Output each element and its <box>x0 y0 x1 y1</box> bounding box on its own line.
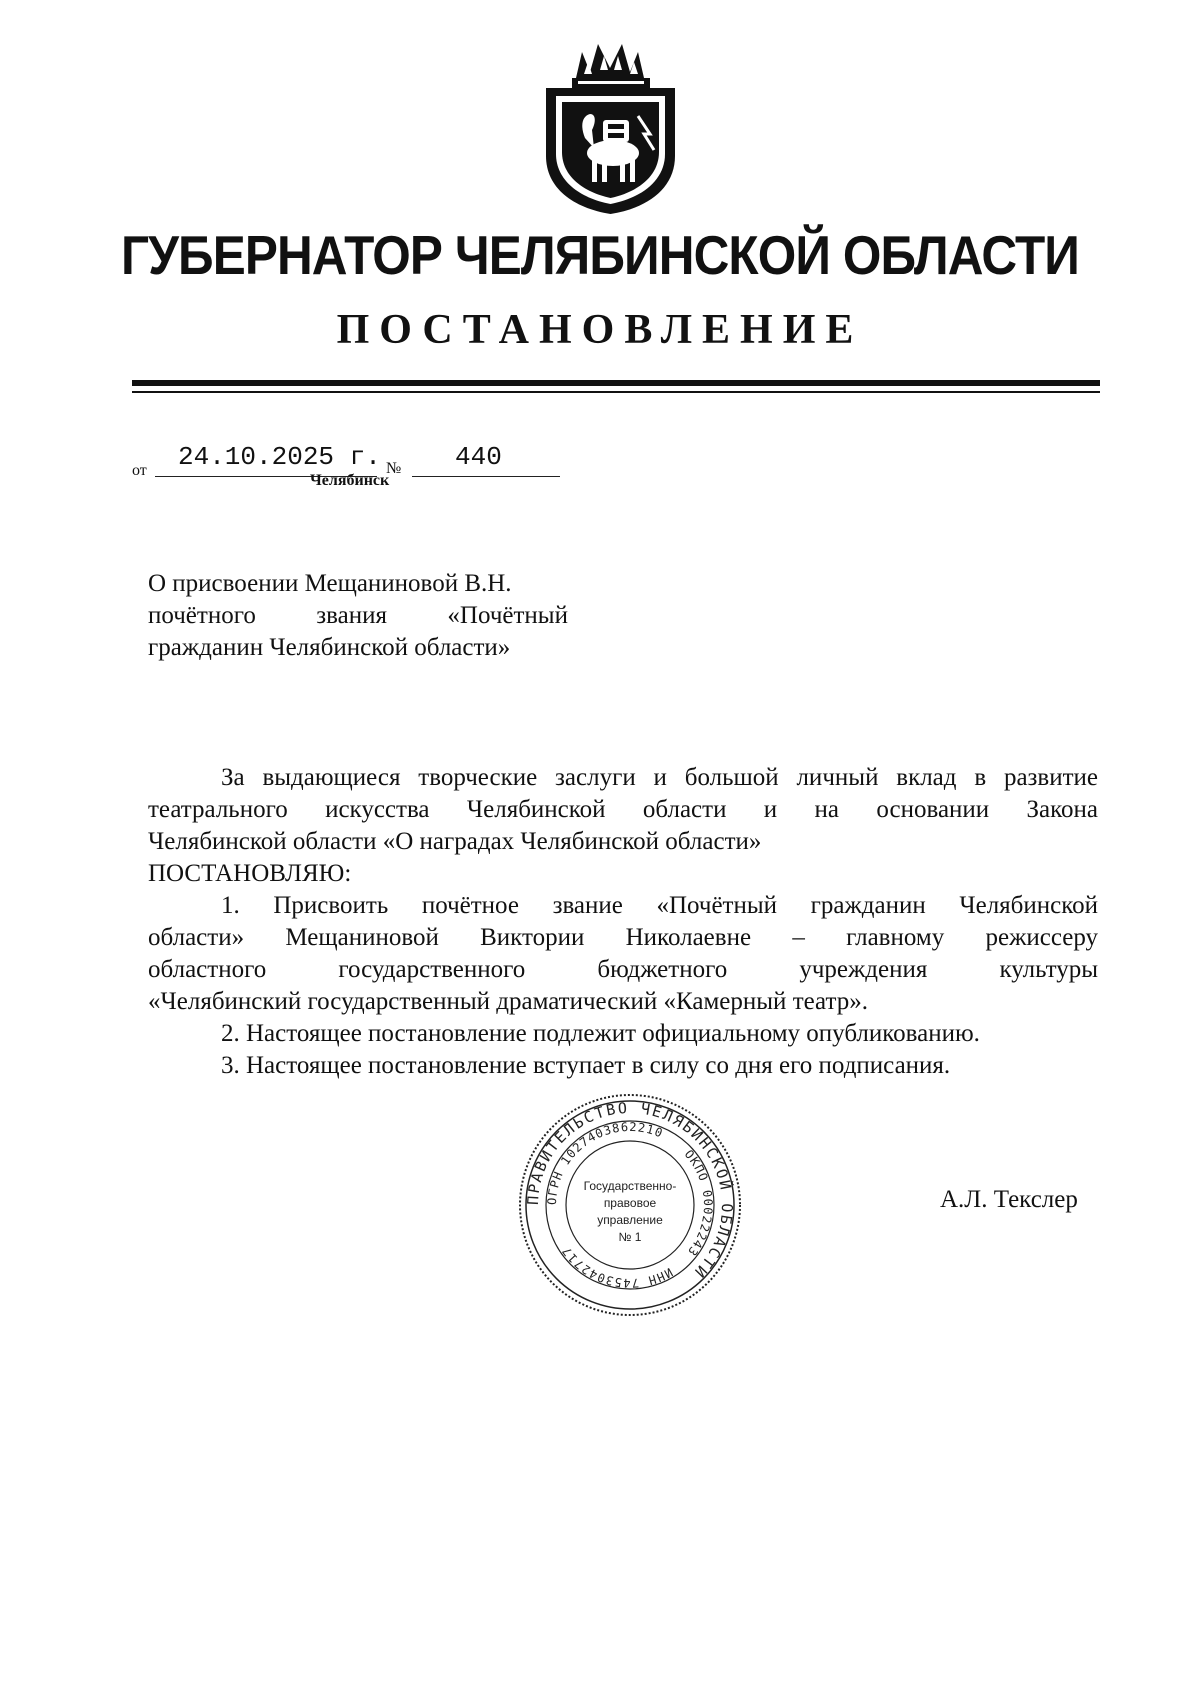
stamp-center-line: управление <box>597 1213 663 1227</box>
number-underline <box>412 476 560 477</box>
subject-line: почётного звания «Почётный <box>148 602 568 629</box>
document-subject <box>148 568 568 664</box>
paragraph-line: театрального искусства Челябинской области и на основании Закона <box>148 796 1098 823</box>
org-title: ГУБЕРНАТОР ЧЕЛЯБИНСКОЙ ОБЛАСТИ <box>120 224 1079 286</box>
preamble-paragraph <box>148 762 1098 1082</box>
item-1-line: «Челябинский государственный драматический «Камерный театр». <box>148 988 868 1015</box>
header-divider-thick <box>132 380 1100 386</box>
item-2: 2. Настоящее постановление подлежит официальному опубликованию. <box>221 1020 980 1047</box>
document-city: Челябинск <box>310 472 390 489</box>
stamp-center-line: № 1 <box>618 1230 642 1244</box>
official-stamp <box>515 1090 745 1320</box>
svg-text:ИНН 7453042717 <box>559 1244 675 1291</box>
item-3: 3. Настоящее постановление вступает в силу со дня его подписания. <box>221 1052 951 1079</box>
document-date: 24.10.2025 г. <box>178 442 381 472</box>
document-number: 440 <box>455 442 502 472</box>
header-divider-thin <box>132 391 1100 393</box>
stamp-ogrn: ОГРН 1027403862210 <box>544 1119 666 1206</box>
document-type: ПОСТАНОВЛЕНИЕ <box>336 307 864 353</box>
stamp-center-line: правовое <box>603 1196 657 1210</box>
paragraph-line: За выдающиеся творческие заслуги и большой личный вклад в развитие <box>221 764 1098 791</box>
date-prefix: от <box>132 462 147 479</box>
stamp-outer-text: ПРАВИТЕЛЬСТВО ЧЕЛЯБИНСКОЙ ОБЛАСТИ <box>523 1098 737 1283</box>
number-prefix: № <box>386 460 402 477</box>
resolve-word: ПОСТАНОВЛЯЮ: <box>148 860 352 887</box>
item-1-line: 1. Присвоить почётное звание «Почётный гражданин Челябинской <box>221 892 1098 919</box>
subject-line: гражданин Челябинской области» <box>148 634 511 661</box>
stamp-inn: ИНН 7453042717 <box>558 1243 676 1291</box>
item-1-line: области» Мещаниновой Виктории Николаевне – главному режиссеру <box>148 924 1098 951</box>
stamp-center-line: Государственно- <box>583 1179 677 1193</box>
stamp-okpo: ОКПО 00022243 <box>681 1147 716 1259</box>
subject-line: О присвоении Мещаниновой В.Н. <box>148 570 512 597</box>
signer-name: А.Л. Текслер <box>940 1186 1078 1213</box>
coat-of-arms-icon <box>538 38 683 216</box>
paragraph-line: Челябинской области «О наградах Челябинской области» <box>148 828 762 855</box>
item-1-line: областного государственного бюджетного учреждения культуры <box>148 956 1098 983</box>
